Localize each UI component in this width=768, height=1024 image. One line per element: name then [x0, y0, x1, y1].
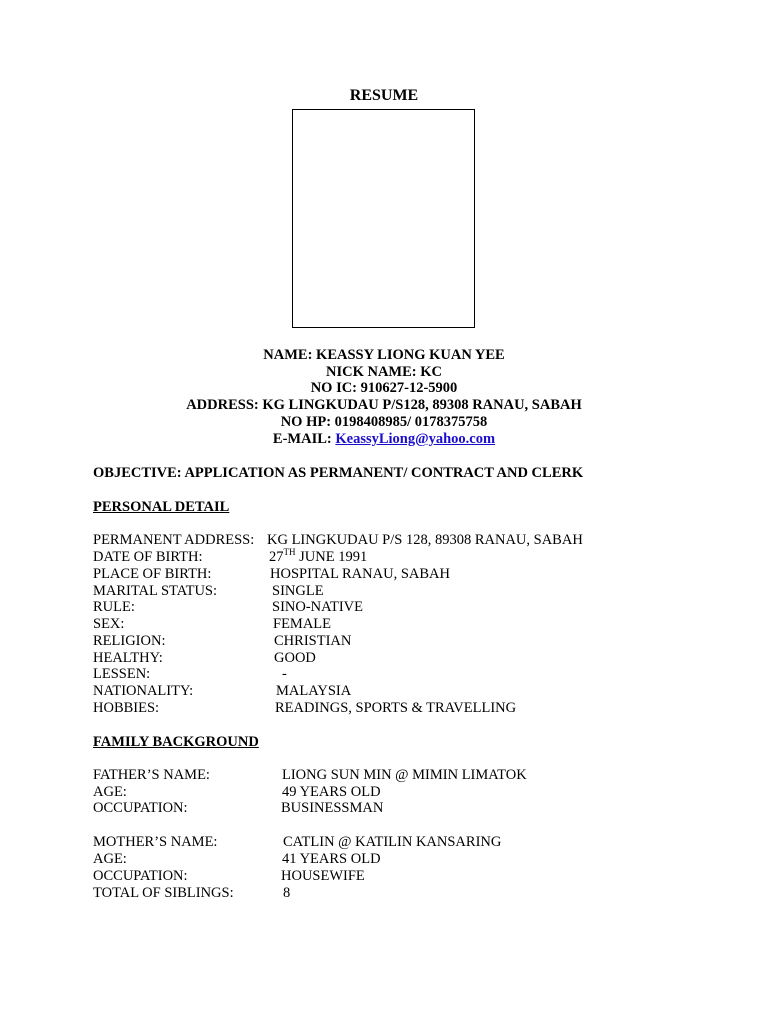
family-value: LIONG SUN MIN @ MIMIN LIMATOK	[282, 767, 527, 783]
family-value: 41 YEARS OLD	[282, 851, 381, 867]
family-label: FATHER’S NAME:	[93, 767, 210, 783]
detail-label: LESSEN:	[93, 666, 151, 682]
detail-value: GOOD	[274, 650, 316, 666]
dob-rest: JUNE 1991	[295, 549, 368, 565]
header-address: ADDRESS: KG LINGKUDAU P/S128, 89308 RANAU, SABAH	[186, 397, 582, 413]
header-nick: NICK NAME: KC	[326, 364, 442, 380]
page-title: RESUME	[349, 87, 419, 104]
photo-placeholder	[292, 109, 475, 328]
detail-value: SINGLE	[272, 583, 324, 599]
objective: OBJECTIVE: APPLICATION AS PERMANENT/ CONTRACT AND CLERK	[93, 465, 584, 481]
detail-value: READINGS, SPORTS & TRAVELLING	[275, 700, 517, 716]
family-label: MOTHER’S NAME:	[93, 834, 218, 850]
dob-day: 27	[269, 549, 284, 565]
dob-value	[269, 549, 367, 566]
detail-label: SEX:	[93, 616, 125, 632]
detail-label: RULE:	[93, 599, 135, 615]
family-label: AGE:	[93, 851, 127, 867]
detail-label: PLACE OF BIRTH:	[93, 566, 212, 582]
permanent-address-value: KG LINGKUDAU P/S 128, 89308 RANAU, SABAH	[267, 532, 583, 548]
family-value: HOUSEWIFE	[281, 868, 365, 884]
family-label: TOTAL OF SIBLINGS:	[93, 885, 234, 901]
header-hp: NO HP: 0198408985/ 0178375758	[280, 414, 488, 430]
permanent-address-label: PERMANENT ADDRESS:	[93, 532, 255, 548]
detail-label: HOBBIES:	[93, 700, 160, 716]
family-label: OCCUPATION:	[93, 868, 188, 884]
detail-value: SINO-NATIVE	[272, 599, 364, 615]
header-ic: NO IC: 910627-12-5900	[310, 380, 458, 396]
detail-value: MALAYSIA	[276, 683, 352, 699]
header-name: NAME: KEASSY LIONG KUAN YEE	[263, 347, 505, 363]
detail-label: NATIONALITY:	[93, 683, 194, 699]
email-label: E-MAIL:	[272, 431, 336, 447]
detail-value: CHRISTIAN	[274, 633, 352, 649]
dob-label: DATE OF BIRTH:	[93, 549, 203, 565]
email-link[interactable]: KeassyLiong@yahoo.com	[335, 431, 496, 447]
family-value: 49 YEARS OLD	[282, 784, 381, 800]
family-value: CATLIN @ KATILIN KANSARING	[283, 834, 502, 850]
detail-label: MARITAL STATUS:	[93, 583, 218, 599]
dob-sup: TH	[283, 547, 296, 558]
detail-value: -	[282, 666, 287, 682]
detail-value: HOSPITAL RANAU, SABAH	[270, 566, 450, 582]
family-label: AGE:	[93, 784, 127, 800]
family-label: OCCUPATION:	[93, 800, 188, 816]
family-value: 8	[283, 885, 291, 901]
family-value: BUSINESSMAN	[281, 800, 384, 816]
detail-label: RELIGION:	[93, 633, 166, 649]
personal-detail-heading: PERSONAL DETAIL	[93, 499, 230, 515]
family-background-heading: FAMILY BACKGROUND	[93, 734, 259, 750]
detail-label: HEALTHY:	[93, 650, 163, 666]
header-email	[0, 431, 768, 448]
detail-value: FEMALE	[273, 616, 331, 632]
